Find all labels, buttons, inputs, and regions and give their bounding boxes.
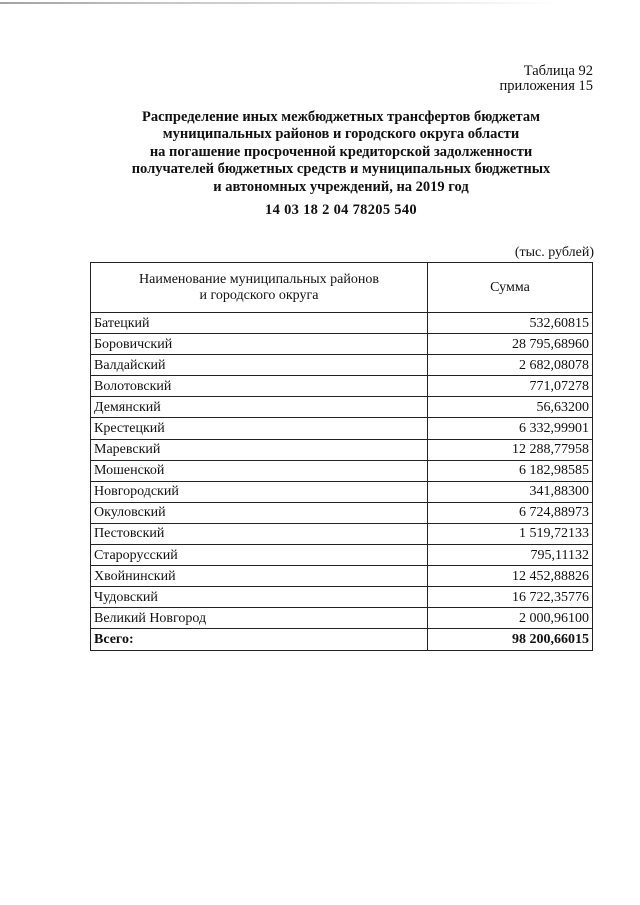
district-name: Крестецкий <box>91 418 428 439</box>
table-row <box>91 376 593 397</box>
district-amount: 2 000,96100 <box>428 608 593 629</box>
document-title <box>90 109 592 196</box>
district-name: Демянский <box>91 397 428 418</box>
district-name: Новгородский <box>91 481 428 502</box>
total-amount: 98 200,66015 <box>428 629 593 650</box>
header-name-line: Наименование муниципальных районов <box>139 271 379 287</box>
table-row <box>91 397 593 418</box>
appendix-number: приложения 15 <box>499 78 593 94</box>
district-amount: 6 724,88973 <box>428 502 593 523</box>
table-row <box>91 334 593 355</box>
district-amount: 28 795,68960 <box>428 334 593 355</box>
table-row <box>91 313 593 334</box>
district-amount: 6 332,99901 <box>428 418 593 439</box>
header-name-line: и городского округа <box>199 287 319 303</box>
table-number: Таблица 92 <box>523 63 593 79</box>
title-line: на погашение просроченной кредиторской задолженности <box>149 143 533 160</box>
title-line: Распределение иных межбюджетных трансфертов бюджетам <box>142 109 540 125</box>
title-line: муниципальных районов и городского округа области <box>162 126 520 143</box>
district-amount: 56,63200 <box>428 397 593 418</box>
title-line: получателей бюджетных средств и муниципальных бюджетных <box>131 161 551 178</box>
district-amount: 341,88300 <box>428 481 593 502</box>
total-label: Всего: <box>91 629 428 650</box>
district-name: Батецкий <box>91 313 428 334</box>
district-name: Окуловский <box>91 502 428 523</box>
district-amount: 1 519,72133 <box>428 523 593 544</box>
title-line: и автономных учреждений, на 2019 год <box>213 178 469 195</box>
district-name: Великий Новгород <box>91 608 428 629</box>
table-row <box>91 439 593 460</box>
district-amount: 771,07278 <box>428 376 593 397</box>
table-row <box>91 460 593 481</box>
table-row <box>91 608 593 629</box>
district-name: Пестовский <box>91 523 428 544</box>
district-amount: 795,11132 <box>428 545 593 566</box>
district-amount: 6 182,98585 <box>428 460 593 481</box>
district-amount: 532,60815 <box>428 313 593 334</box>
district-amount: 2 682,08078 <box>428 355 593 376</box>
table-row <box>91 587 593 608</box>
table-row <box>91 355 593 376</box>
table-header-row <box>91 263 593 313</box>
district-name: Боровичский <box>91 334 428 355</box>
district-name: Чудовский <box>91 587 428 608</box>
table-row <box>91 545 593 566</box>
header-name <box>91 263 428 313</box>
district-amount: 16 722,35776 <box>428 587 593 608</box>
table-row <box>91 523 593 544</box>
distribution-table <box>90 262 593 651</box>
scan-edge-artifact <box>0 2 560 4</box>
district-name: Старорусский <box>91 545 428 566</box>
table-row <box>91 502 593 523</box>
district-name: Мошенской <box>91 460 428 481</box>
table-reference <box>500 64 593 94</box>
table-row <box>91 418 593 439</box>
district-name: Хвойнинский <box>91 566 428 587</box>
table-row <box>91 481 593 502</box>
header-amount: Сумма <box>428 263 593 313</box>
total-row <box>91 629 593 650</box>
district-amount: 12 288,77958 <box>428 439 593 460</box>
units-label: (тыс. рублей) <box>514 245 594 260</box>
district-name: Валдайский <box>91 355 428 376</box>
district-amount: 12 452,88826 <box>428 566 593 587</box>
district-name: Маревский <box>91 439 428 460</box>
table-row <box>91 566 593 587</box>
budget-code: 14 03 18 2 04 78205 540 <box>265 202 417 218</box>
district-name: Волотовский <box>91 376 428 397</box>
